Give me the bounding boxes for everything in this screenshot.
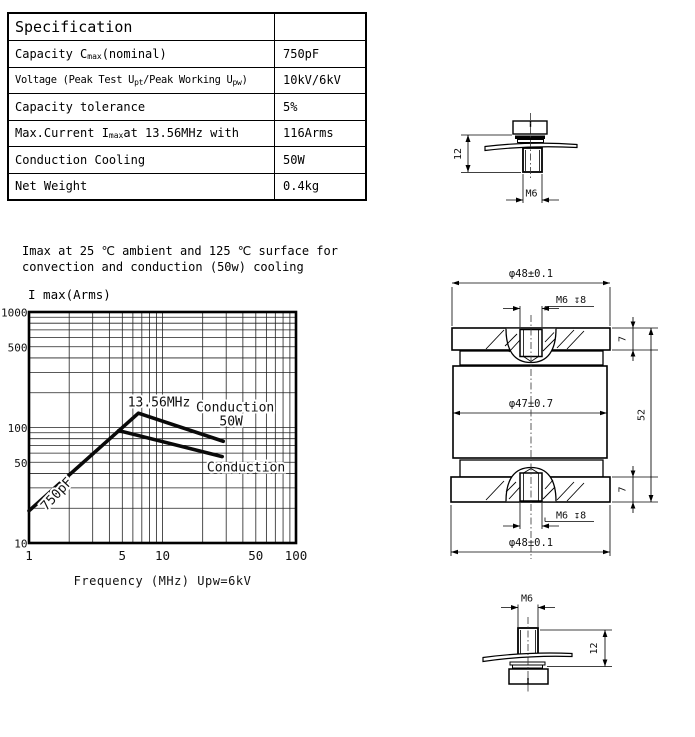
spec-header-row [9, 14, 365, 40]
spec-label-text: at 13.56MHz with [123, 126, 239, 141]
chart-title-line1: Imax at 25 ℃ ambient and 125 ℃ surface for [22, 244, 338, 258]
spec-row-label [9, 41, 275, 67]
top-bolt-length-dim-label: 12 [453, 147, 464, 161]
spec-label-text: Net Weight [15, 179, 88, 194]
assembly-bottom-diameter-label: φ48±0.1 [508, 537, 554, 549]
x-tick-label: 10 [154, 548, 171, 563]
y-tick-label: 50 [14, 456, 28, 470]
assembly-top-diameter-label: φ48±0.1 [508, 268, 554, 280]
spec-header-label: Specification [9, 14, 275, 40]
bottom-bolt-outline [483, 628, 572, 684]
spec-row [9, 67, 365, 94]
top-bolt-outline [485, 121, 577, 172]
top-mounting-bolt-drawing [448, 108, 623, 208]
spec-row-label [9, 147, 275, 173]
spec-row-label [9, 174, 275, 200]
x-tick-label: 1 [25, 548, 33, 563]
imax-vs-frequency-chart [0, 280, 360, 600]
line-annotation: 750pF [38, 475, 76, 514]
y-tick-label: 1000 [1, 306, 28, 320]
assembly-body-diameter-label: φ47±0.7 [508, 398, 554, 410]
spec-row [9, 40, 365, 67]
spec-label-text: Capacity C [15, 46, 88, 61]
y-tick-label: 100 [7, 422, 28, 435]
spec-label-text: ) [241, 74, 248, 87]
spec-row-value: 10kV/6kV [283, 73, 341, 88]
spec-header-value [275, 14, 365, 40]
assembly-bottom-thread-label: M6 ↧8 [556, 510, 587, 522]
line-annotation: 13.56MHz [127, 395, 191, 411]
assembly-flange-top-thickness-label: 7 [617, 335, 629, 343]
spec-label-text: (nominal) [101, 46, 167, 61]
spec-label-text: /Peak Working U [143, 74, 233, 87]
line-annotation: 50W [219, 414, 243, 430]
top-bolt-thread-dim-label: M6 [525, 188, 538, 200]
spec-label-text: Voltage (Peak Test U [15, 74, 135, 87]
x-axis-label: Frequency (MHz) Upw=6kV [73, 574, 252, 588]
bottom-mounting-bolt-drawing [448, 588, 623, 700]
spec-label-subscript: max [87, 51, 102, 61]
spec-label-subscript: pt [134, 78, 144, 88]
spec-label-text: Conduction Cooling [15, 152, 146, 167]
capacitor-assembly-drawing [445, 260, 660, 565]
chart-title [22, 243, 338, 275]
spec-row [9, 93, 365, 120]
spec-row-value: 0.4kg [283, 179, 320, 194]
spec-row-value: 750pF [283, 46, 320, 61]
spec-row-label [9, 121, 275, 147]
specification-table [7, 12, 367, 201]
bottom-bolt-length-dim-label: 12 [589, 642, 600, 655]
chart-y-axis-label: I max(Arms) [28, 287, 111, 302]
y-tick-label: 10 [14, 537, 28, 551]
spec-row-value: 5% [283, 99, 298, 114]
spec-label-subscript: pw [232, 78, 242, 88]
line-annotation: Conduction [206, 460, 286, 476]
spec-row-value: 50W [283, 152, 305, 167]
x-tick-label: 50 [248, 548, 264, 563]
x-tick-label: 5 [118, 548, 127, 563]
spec-row-label [9, 94, 275, 120]
spec-row-label [9, 68, 275, 94]
spec-row [9, 120, 365, 147]
y-tick-label: 500 [7, 341, 28, 355]
spec-label-subscript: max [108, 131, 124, 141]
assembly-flange-bottom-thickness-label: 7 [617, 486, 629, 493]
line-annotation: Conduction [195, 400, 275, 416]
x-tick-label: 100 [284, 548, 308, 563]
spec-row [9, 146, 365, 173]
assembly-top-thread-label: M6 ↧8 [556, 295, 587, 306]
bottom-bolt-thread-dim-label: M6 [520, 593, 534, 605]
spec-row [9, 173, 365, 200]
chart-title-line2: convection and conduction (50w) cooling [22, 260, 304, 274]
spec-label-text: Max.Current I [15, 126, 109, 141]
assembly-height-label: 52 [636, 408, 648, 422]
spec-label-text: Capacity tolerance [15, 99, 146, 114]
spec-row-value: 116Arms [283, 126, 334, 141]
